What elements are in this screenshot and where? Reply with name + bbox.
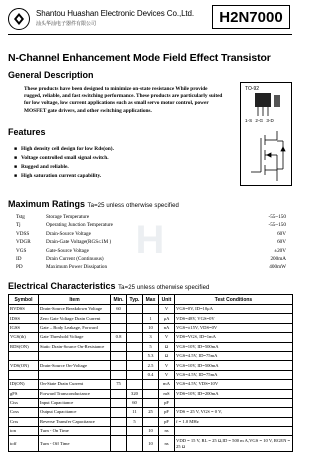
rating-parameter: Storage Temperature xyxy=(46,214,90,220)
part-number: H2N7000 xyxy=(212,5,290,29)
cell-min xyxy=(111,417,127,426)
cell-typ xyxy=(127,323,143,332)
column-header: Max xyxy=(143,295,159,305)
cell-typ xyxy=(127,342,143,351)
pin-assignment: 1-S 2-G 3-D xyxy=(245,118,274,123)
table-header-row xyxy=(9,295,293,305)
cell-min xyxy=(111,398,127,407)
rating-parameter: Drain-Source Voltage xyxy=(46,230,91,237)
cell-unit: pF xyxy=(159,398,175,407)
cell-conditions: VDS=48V, VGS=0V xyxy=(175,314,293,323)
features-heading: Features xyxy=(8,127,46,137)
electrical-heading xyxy=(8,281,210,291)
cell-max xyxy=(143,389,159,398)
cell-min xyxy=(111,361,127,370)
cell-typ xyxy=(127,314,143,323)
rating-parameter: Drain-Gate Voltage(RGS≤1M ) xyxy=(46,239,112,246)
cell-min xyxy=(111,342,127,351)
cell-conditions: VGS=10V, ID=500mA xyxy=(175,342,293,351)
cell-symbol: RDS(ON) xyxy=(9,342,39,351)
cell-min xyxy=(111,351,127,360)
cell-typ xyxy=(127,436,143,452)
max-ratings-title: Maximum Ratings xyxy=(8,199,86,209)
cell-conditions: VGS=4.5V, ID=75mA xyxy=(175,351,293,360)
feature-item: ■ High saturation current capability. xyxy=(14,172,114,181)
cell-item: Turn - On Time xyxy=(39,427,111,436)
cell-item: Input Capacitance xyxy=(39,398,111,407)
cell-unit: pF xyxy=(159,417,175,426)
cell-min: 0.8 xyxy=(111,333,127,342)
cell-unit: mS xyxy=(159,389,175,398)
max-ratings-condition: Ta=25 unless otherwise specified xyxy=(87,203,179,209)
max-ratings-table xyxy=(16,214,286,273)
table-row xyxy=(9,398,293,407)
rating-value: 200mA xyxy=(270,255,286,262)
to92-package-icon xyxy=(241,83,293,187)
cell-conditions: VGS=0V, ID=10μA xyxy=(175,305,293,314)
cell-conditions: VGS=4.5V, VDS=10V xyxy=(175,380,293,389)
package-label: TO-92 xyxy=(245,86,260,92)
cell-unit: Ω xyxy=(159,342,175,351)
cell-conditions: VDS=10V, ID=200mA xyxy=(175,389,293,398)
cell-typ xyxy=(127,361,143,370)
table-row xyxy=(9,314,293,323)
cell-item: Forward Transconductance xyxy=(39,389,111,398)
table-row xyxy=(9,408,293,417)
column-header: Min. xyxy=(111,295,127,305)
cell-min xyxy=(111,323,127,332)
cell-item: Output Capacitance xyxy=(39,408,111,417)
max-rating-row xyxy=(16,222,286,230)
cell-item xyxy=(39,351,111,360)
rating-symbol: Tstg xyxy=(16,214,25,220)
rating-value: ±20V xyxy=(274,247,286,254)
cell-max xyxy=(143,398,159,407)
cell-conditions xyxy=(175,427,293,436)
cell-symbol xyxy=(9,351,39,360)
rating-symbol: Tj xyxy=(16,222,21,229)
cell-symbol: IDSS xyxy=(9,314,39,323)
max-rating-row xyxy=(16,214,286,222)
cell-conditions: VDS=VGS, ID=1mA xyxy=(175,333,293,342)
cell-min xyxy=(111,370,127,379)
cell-item: Gate – Body Leakage, Forward xyxy=(39,323,111,332)
cell-conditions: VGS=4.5V, ID=75mA xyxy=(175,370,293,379)
cell-min xyxy=(111,389,127,398)
cell-max xyxy=(143,417,159,426)
cell-symbol: ID(ON) xyxy=(9,380,39,389)
cell-min xyxy=(111,436,127,452)
cell-conditions xyxy=(175,398,293,407)
electrical-table xyxy=(8,294,293,452)
electrical-condition: Ta=25 unless otherwise specified xyxy=(118,285,210,291)
rating-parameter: Operating Junction Temperature xyxy=(46,222,113,229)
cell-typ xyxy=(127,380,143,389)
rating-symbol: VDSS xyxy=(16,230,30,237)
feature-item: ■ Rugged and reliable. xyxy=(14,163,114,172)
cell-unit: μA xyxy=(159,314,175,323)
cell-item: Drain-Source Breakdown Voltage xyxy=(39,305,111,314)
max-rating-row xyxy=(16,256,286,264)
table-row xyxy=(9,370,293,379)
cell-max: 5.3 xyxy=(143,351,159,360)
general-description-text: These products have been designed to minimize on-state resistance While provide rugged, reliable, and fast switching performance. These products are particularly suited for low voltage, low current applications such as small servo motor control, power MOSFET gate drivers, and other switching applications. xyxy=(24,86,223,114)
cell-typ: 320 xyxy=(127,389,143,398)
cell-item: Gate Threshold Voltage xyxy=(39,333,111,342)
cell-unit: V xyxy=(159,361,175,370)
cell-typ: 60 xyxy=(127,398,143,407)
column-header: Test Conditions xyxy=(175,295,293,305)
table-row xyxy=(9,351,293,360)
cell-max: 2.5 xyxy=(143,361,159,370)
cell-conditions: VDD = 15 V, RL = 25 Ω,ID = 500 m A,VGS = 10 V, RGEN = 25 Ω xyxy=(175,436,293,452)
cell-unit: ns xyxy=(159,427,175,436)
cell-symbol: VDS(ON) xyxy=(9,361,39,370)
cell-unit: nA xyxy=(159,323,175,332)
cell-min xyxy=(111,427,127,436)
max-rating-row xyxy=(16,239,286,247)
table-row xyxy=(9,323,293,332)
cell-unit: mA xyxy=(159,380,175,389)
cell-min: 60 xyxy=(111,305,127,314)
cell-item: Static Drain-Source On-Resistance xyxy=(39,342,111,351)
general-description-heading: General Description xyxy=(8,70,94,80)
rating-value: -55~150 xyxy=(268,222,286,229)
table-row xyxy=(9,342,293,351)
rating-value: 60V xyxy=(277,239,286,246)
cell-item: Turn - Off Time xyxy=(39,436,111,452)
features-list xyxy=(14,145,114,181)
rating-symbol: PD xyxy=(16,264,23,271)
cell-typ xyxy=(127,305,143,314)
company-name-cn: 汕头华汕电子器件有限公司 xyxy=(36,21,97,27)
cell-max xyxy=(143,380,159,389)
logo-icon xyxy=(11,11,27,27)
cell-max: 0.4 xyxy=(143,370,159,379)
cell-max: 10 xyxy=(143,436,159,452)
cell-conditions: VDS = 25 V, VGS = 0 V, xyxy=(175,408,293,417)
cell-max: 1 xyxy=(143,314,159,323)
cell-unit: V xyxy=(159,370,175,379)
rating-parameter: Maximum Power Dissipation xyxy=(46,264,108,271)
cell-unit: pF xyxy=(159,408,175,417)
rating-value: 60V xyxy=(277,230,286,237)
cell-min: 75 xyxy=(111,380,127,389)
cell-max: 10 xyxy=(143,323,159,332)
svg-text:H: H xyxy=(135,218,165,262)
rating-parameter: Drain Current (Continuous) xyxy=(46,255,104,262)
feature-item: ■ Voltage controlled small signal switch. xyxy=(14,154,114,163)
cell-symbol: gFS xyxy=(9,389,39,398)
rating-symbol: ID xyxy=(16,255,22,262)
cell-symbol: ton xyxy=(9,427,39,436)
rating-parameter: Gate-Source Voltage xyxy=(46,247,89,254)
max-rating-row xyxy=(16,264,286,272)
rating-symbol: VGS xyxy=(16,247,27,254)
cell-item xyxy=(39,370,111,379)
company-name: Shantou Huashan Electronic Devices Co.,Ltd. xyxy=(36,9,195,18)
table-row xyxy=(9,436,293,452)
cell-typ: 11 xyxy=(127,408,143,417)
cell-max: 10 xyxy=(143,427,159,436)
header-divider xyxy=(8,34,292,35)
cell-typ xyxy=(127,370,143,379)
feature-item: ■ High density cell design for low Rds(on). xyxy=(14,145,114,154)
cell-typ xyxy=(127,427,143,436)
company-logo xyxy=(8,8,30,30)
table-row xyxy=(9,333,293,342)
cell-min xyxy=(111,408,127,417)
cell-item: Reverse Transfer Capacitance xyxy=(39,417,111,426)
cell-symbol: toff xyxy=(9,436,39,452)
rating-symbol: VDGR xyxy=(16,239,31,246)
cell-typ xyxy=(127,351,143,360)
column-header: Unit xyxy=(159,295,175,305)
table-row xyxy=(9,305,293,314)
cell-symbol: BVDSS xyxy=(9,305,39,314)
cell-unit: ns xyxy=(159,436,175,452)
cell-conditions: VGS=±15V, VDS=0V xyxy=(175,323,293,332)
cell-unit: Ω xyxy=(159,351,175,360)
page-title: N-Channel Enhancement Mode Field Effect Transistor xyxy=(8,52,271,64)
table-row xyxy=(9,417,293,426)
cell-symbol: IGSS xyxy=(9,323,39,332)
cell-max: 3 xyxy=(143,333,159,342)
cell-item: Zero Gate Voltage Drain Current xyxy=(39,314,111,323)
cell-item: On-State Drain Current xyxy=(39,380,111,389)
column-header: Typ. xyxy=(127,295,143,305)
electrical-title: Electrical Characteristics xyxy=(8,281,116,291)
cell-symbol: Coss xyxy=(9,408,39,417)
table-row xyxy=(9,427,293,436)
package-diagram xyxy=(240,82,292,186)
cell-min xyxy=(111,314,127,323)
cell-conditions: VGS=10V, ID=500mA xyxy=(175,361,293,370)
rating-value: -55~150 xyxy=(268,214,286,220)
cell-typ xyxy=(127,333,143,342)
cell-symbol: VGS(th) xyxy=(9,333,39,342)
cell-max xyxy=(143,305,159,314)
cell-unit: V xyxy=(159,333,175,342)
cell-item: Drain-Source On-Voltage xyxy=(39,361,111,370)
mosfet-symbol-icon xyxy=(251,131,285,181)
cell-symbol xyxy=(9,370,39,379)
rating-value: 400mW xyxy=(269,264,286,271)
column-header: Symbol xyxy=(9,295,39,305)
cell-symbol: Crss xyxy=(9,417,39,426)
cell-unit: V xyxy=(159,305,175,314)
cell-symbol: Ciss xyxy=(9,398,39,407)
column-header: Item xyxy=(39,295,111,305)
cell-typ: 5 xyxy=(127,417,143,426)
max-rating-row xyxy=(16,248,286,256)
max-ratings-heading xyxy=(8,199,179,209)
table-row xyxy=(9,389,293,398)
cell-max: 5 xyxy=(143,342,159,351)
cell-max: 25 xyxy=(143,408,159,417)
max-rating-row xyxy=(16,231,286,239)
table-row xyxy=(9,361,293,370)
table-row xyxy=(9,380,293,389)
cell-conditions: f = 1.0 MHz xyxy=(175,417,293,426)
